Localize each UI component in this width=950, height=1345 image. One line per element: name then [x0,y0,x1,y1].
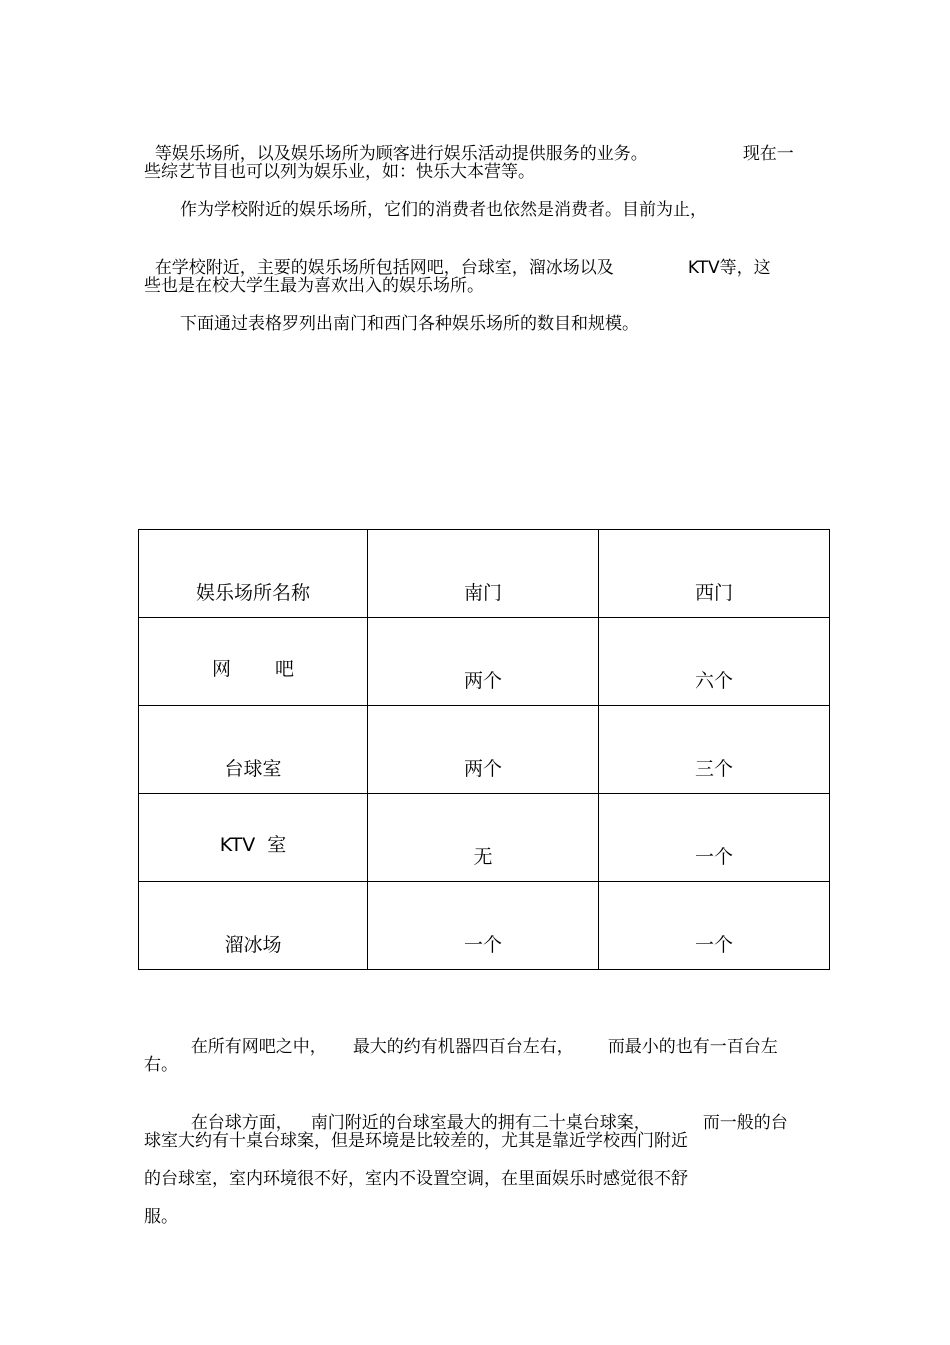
text-segment: 而最小的也有一百台左 [607,1037,778,1057]
venue-name-cell: 溜冰场 [139,882,368,970]
table-row [139,706,830,794]
text-segment: 等娱乐场所，以及娱乐场所为顾客进行娱乐活动提供服务的业务。 [154,144,648,164]
header-cell-west-gate: 西门 [599,530,830,618]
paragraph-5-line-3: 的台球室，室内环境很不好，室内不设置空调，在里面娱乐时感觉很不舒 [144,1169,688,1189]
header-cell-south-gate: 南门 [368,530,599,618]
south-count-cell: 一个 [368,882,599,970]
paragraph-5-line-4: 服。 [144,1207,178,1227]
south-count-cell: 两个 [368,618,599,706]
text-segment: 在学校附近，主要的娱乐场所包括网吧，台球室，溜冰场以及 [154,258,614,278]
south-count-cell: 两个 [368,706,599,794]
header-cell-venue-name: 娱乐场所名称 [139,530,368,618]
paragraph-5-line-1 [180,1093,788,1133]
venue-name-cell: 台球室 [139,706,368,794]
paragraph-2-line-1: 作为学校附近的娱乐场所，它们的消费者也依然是消费者。目前为止， [180,200,707,220]
west-count-cell: 六个 [599,618,830,706]
venue-name-cell: KTV 室 [139,794,368,882]
paragraph-5-line-2: 球室大约有十桌台球案，但是环境是比较差的，尤其是靠近学校西门附近 [144,1131,688,1151]
south-count-cell: 无 [368,794,599,882]
text-segment: 最大的约有机器四百台左右， [352,1037,574,1057]
text-segment: 南门附近的台球室最大的拥有二十桌台球案， [310,1113,651,1133]
text-segment: KTV等，这 [687,258,771,278]
paragraph-4-line-2: 右。 [144,1055,178,1075]
venue-name-cell: 网 吧 [139,618,368,706]
west-count-cell: 三个 [599,706,830,794]
paragraph-4-line-1 [180,1017,778,1057]
text-segment: 现在一 [742,144,794,164]
text-segment: 而一般的台 [702,1113,788,1133]
table-row [139,794,830,882]
table-header-row [139,530,830,618]
text-segment: 在所有网吧之中， [190,1037,327,1057]
paragraph-2-line-3: 些也是在校大学生最为喜欢出入的娱乐场所。 [144,276,484,296]
table-row [139,882,830,970]
text-segment: 在台球方面， [190,1113,293,1133]
west-count-cell: 一个 [599,794,830,882]
paragraph-1-line-1 [144,124,794,164]
west-count-cell: 一个 [599,882,830,970]
paragraph-2-line-2 [144,238,771,278]
paragraph-1-line-2: 些综艺节目也可以列为娱乐业，如：快乐大本营等。 [144,162,535,182]
table-row [139,618,830,706]
entertainment-venues-table [138,529,830,970]
paragraph-3-line-1: 下面通过表格罗列出南门和西门各种娱乐场所的数目和规模。 [180,314,639,334]
